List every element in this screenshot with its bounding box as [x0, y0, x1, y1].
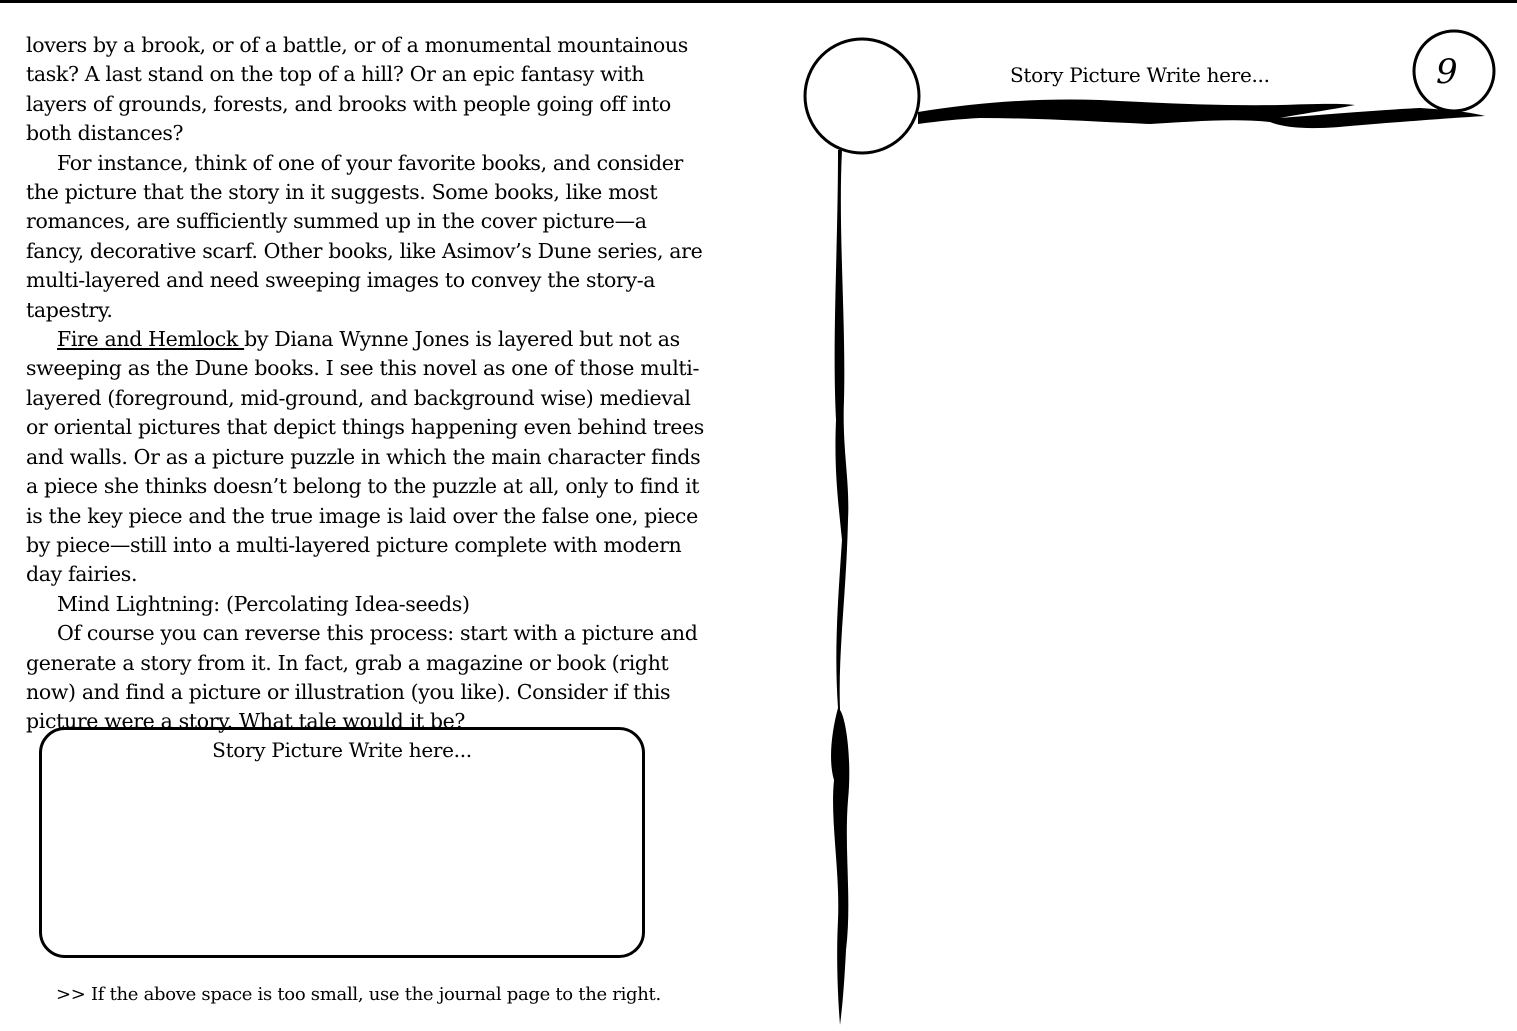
write-box-label: Story Picture Write here... — [212, 738, 472, 762]
paragraph-1: lovers by a brook, or of a battle, or of a monumental mountainous task? A last stand on the top of a hill? Or an epic fantasy with layers of grounds, forests, and brooks with people going off into both distances? — [26, 33, 688, 146]
paragraph-3-text: by Diana Wynne Jones is layered but not as sweeping as the Dune books. I see this novel as one of those multi-layered (foreground, mid-ground, and background wise) medieval or oriental pictures that depict things happening even behind trees and walls. Or as a picture puzzle in which the main character finds a piece she thinks doesn’t belong to the puzzle at all, only to find it is the key piece and the true image is laid over the false one, piece by piece—still into a multi-layered picture complete with modern day fairies. — [26, 327, 704, 587]
paragraph-5: Of course you can reverse this process: start with a picture and generate a story from it. In fact, grab a magazine or book (right now) and find a picture or illustration (you like). Consider if this picture were a story. What tale would it be? — [26, 621, 698, 734]
horizontal-brush-stroke — [918, 100, 1485, 129]
footnote: >> If the above space is too small, use the journal page to the right. — [56, 984, 661, 1005]
page-number: 9 — [1436, 52, 1458, 92]
book-title: Fire and Hemlock — [57, 327, 245, 352]
corner-circle — [805, 39, 919, 153]
journal-write-label: Story Picture Write here... — [1010, 63, 1270, 87]
section-heading: Mind Lightning: (Percolating Idea-seeds) — [57, 591, 470, 616]
paragraph-2: For instance, think of one of your favorite books, and consider the picture that the story in it suggests. Some books, like most romances, are sufficiently summed up in the cover picture—a fancy, decorative scarf. Other books, like Asimov’s Dune series, are multi-layered and need sweeping images to convey the story-a tapestry. — [26, 150, 703, 322]
vertical-brush-stroke — [831, 150, 849, 1025]
